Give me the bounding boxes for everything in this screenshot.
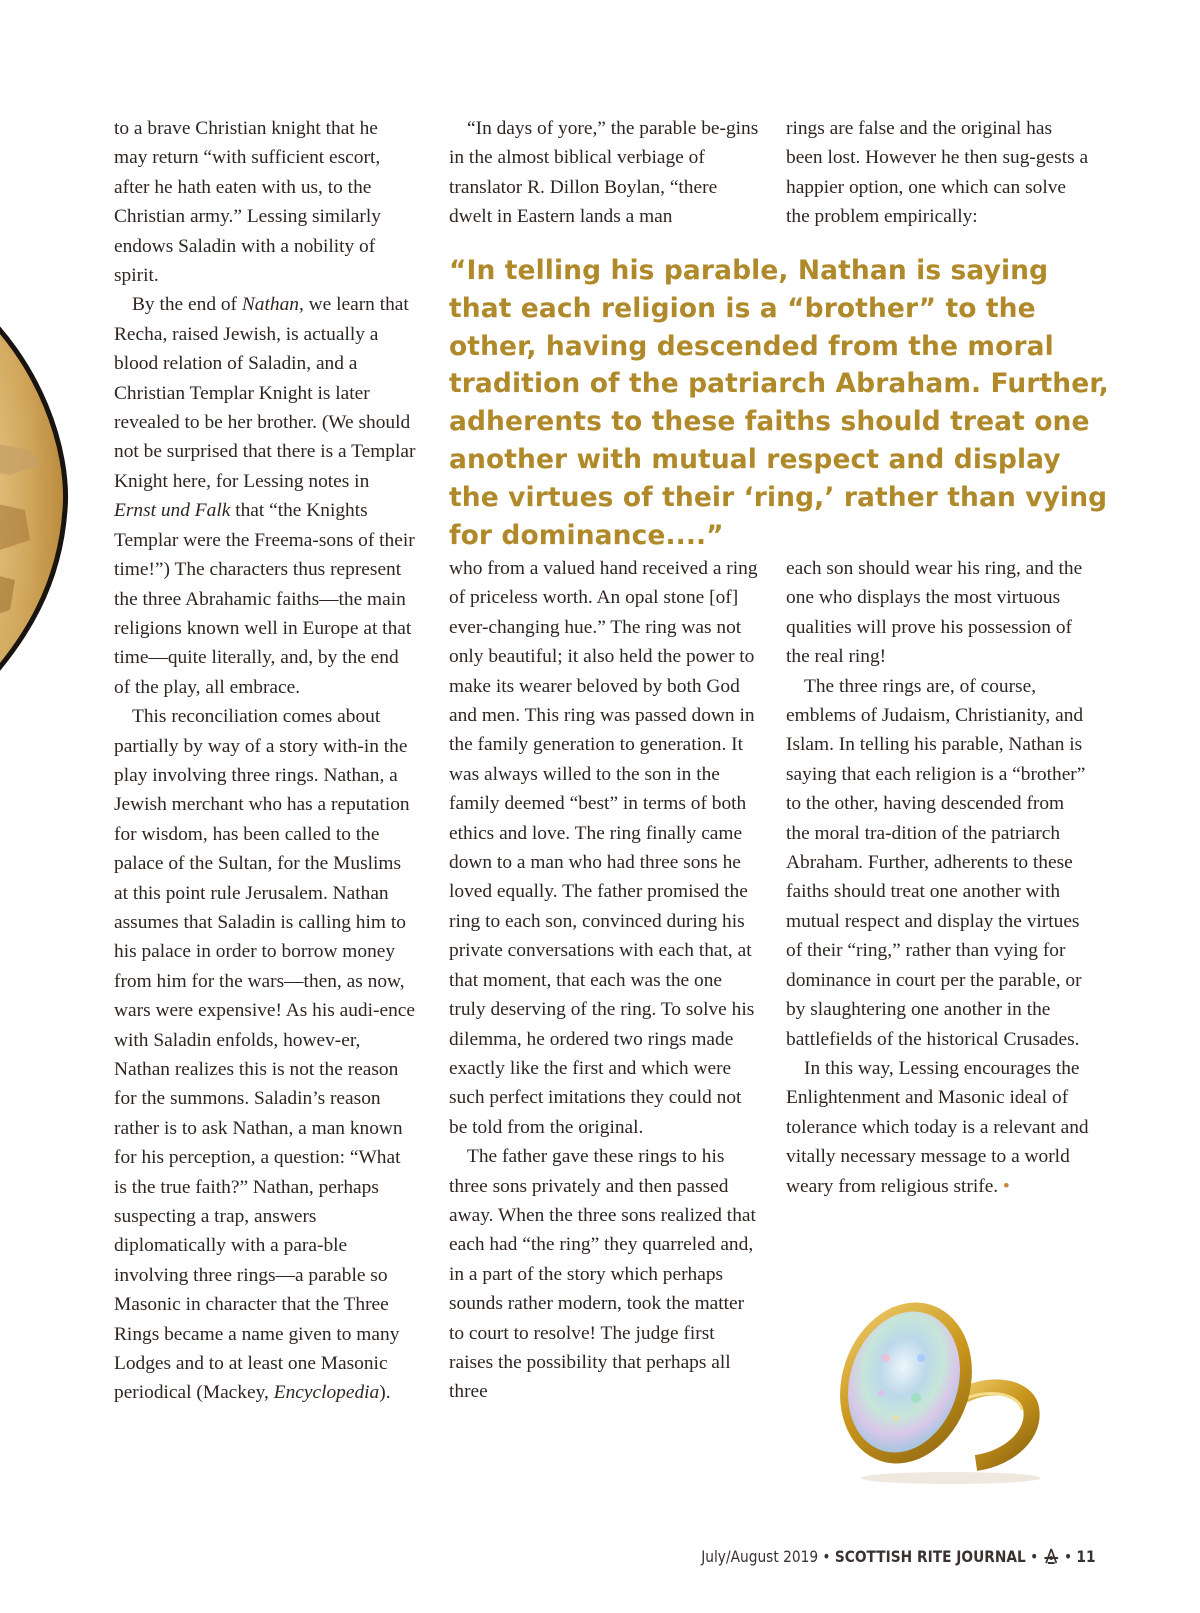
- page-footer: [702, 1547, 1096, 1566]
- separator-bullet: •: [822, 1547, 831, 1566]
- text-column-3-bottom: [786, 554, 1092, 1201]
- opal-ring-image: [826, 1298, 1056, 1488]
- paragraph: “In days of yore,” the parable be-gins in the almost biblical verbiage of translator R. Dillon Boylan, “there dwelt in Eastern lands a man: [449, 118, 759, 228]
- double-headed-eagle-emblem-icon: [1043, 1548, 1060, 1566]
- paragraph: who from a valued hand received a ring of priceless worth. An opal stone [of] ever-changing hue.” The ring was not only beautiful; it also held the power to make its wearer beloved by both God and men. This ring was passed down in the family generation to generation. It was always willed to the son in the family deemed “best” in terms of both ethics and love. The ring finally came down to a man who had three sons he loved equally. The father promised the ring to each son, convinced during his private conversations with each that, at that moment, that each was the one truly deserving of the ring. To solve his dilemma, he ordered two rings made exactly like the first and which were such perfect imitations they could not be told from the original.: [449, 558, 758, 1138]
- paragraph: each son should wear his ring, and the one who displays the most virtuous qualities will prove his possession of the real ring!: [786, 558, 1083, 668]
- paragraph: By the end of Nathan, we learn that Recha, raised Jewish, is actually a blood relation of Saladin, and a Christian Templar Knight is later revealed to be her brother. (We should not be surprised that there is a Templar Knight here, for Lessing notes in Ernst und Falk that “the Knights Templar were the Freema-sons of their time!”) The characters thus represent the three Abrahamic faiths—the main religions known well in Europe at that time—quite literally, and, by the end of the play, all embrace.: [114, 294, 416, 698]
- journal-title: SCOTTISH RITE JOURNAL: [835, 1547, 1027, 1566]
- circular-illustration: [0, 300, 70, 700]
- paragraph: The father gave these rings to his three sons privately and then passed away. When the three sons realized that each had “the ring” they quarreled and, in a part of the story which perhaps sounds rather modern, took the matter to court to resolve! The judge first raises the possibility that perhaps all three: [449, 1146, 756, 1403]
- end-mark: •: [1003, 1175, 1010, 1197]
- text-column-2-bottom: [449, 554, 761, 1407]
- paragraph: rings are false and the original has been lost. However he then sug-gests a happier option, one which can solve the problem empirically:: [786, 118, 1089, 228]
- text-column-3-top: [786, 114, 1092, 232]
- separator-bullet: •: [1064, 1547, 1073, 1566]
- paragraph: to a brave Christian knight that he may return “with sufficient escort, after he hath eaten with us, to the Christian army.” Lessing similarly endows Saladin with a nobility of spirit.: [114, 118, 381, 287]
- paragraph: This reconciliation comes about partially by way of a story with-in the play involving three rings. Nathan, a Jewish merchant who has a reputation for wisdom, has been called to the palace of the Sultan, for the Muslims at this point rule Jerusalem. Nathan assumes that Saladin is calling him to his palace in order to borrow money from him for the wars—then, as now, wars were expensive! As his audi-ence with Saladin enfolds, howev-er, Nathan realizes this is not the reason for the summons. Saladin’s reason rather is to ask Nathan, a man known for his perception, a question: “What is the true faith?” Nathan, perhaps suspecting a trap, answers diplomatically with a para-ble involving three rings—a parable so Masonic in character that the Three Rings became a name given to many Lodges and to at least one Masonic periodical (Mackey, Encyclopedia).: [114, 706, 415, 1404]
- text-column-1: [114, 114, 416, 1408]
- paragraph: In this way, Lessing encourages the Enlightenment and Masonic ideal of tolerance which today is a relevant and vitally necessary message to a world weary from religious strife. •: [786, 1057, 1089, 1197]
- paragraph: The three rings are, of course, emblems of Judaism, Christianity, and Islam. In telling his parable, Nathan is saying that each religion is a “brother” to the other, having descended from the moral tra-dition of the patriarch Abraham. Further, adherents to these faiths should treat one another with mutual respect and display the virtues of their “ring,” rather than vying for dominance in court per the parable, or by slaughtering one another in the battlefields of the historical Crusades.: [786, 675, 1086, 1050]
- issue-date: July/August 2019: [701, 1547, 819, 1566]
- separator-bullet: •: [1030, 1547, 1039, 1566]
- page-number: 11: [1076, 1547, 1096, 1566]
- text-column-2-top: [449, 114, 761, 232]
- pull-quote: “In telling his parable, Nathan is saying that each religion is a “brother” to the other, having descended from the moral tradition of the patriarch Abraham. Further, adherents to these faiths should treat one another with mutual respect and display the virtues of their ‘ring,’ rather than vying for dominance....”: [449, 255, 1109, 551]
